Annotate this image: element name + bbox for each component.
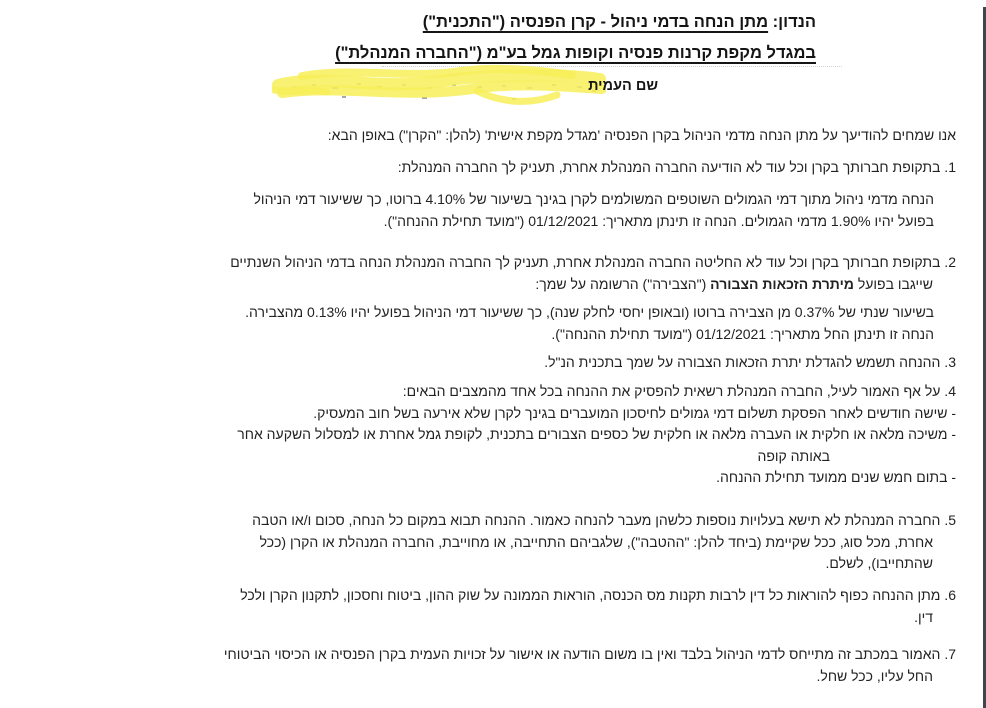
subject-line-2-text: במגדל מקפת קרנות פנסיה וקופות גמל בע"מ ("החברה המנהלת")	[335, 44, 816, 62]
bold-term-accrued-balance: מיתרת הזכאות הצבורה	[710, 275, 854, 292]
highlighter-redaction-scribble	[272, 63, 606, 105]
text-line: דין.	[914, 608, 933, 625]
item-1-terms	[12, 189, 934, 232]
text-line: בפועל יהיו 1.90% מדמי הגמולים. הנחה זו תינתן מתאריך: 01/12/2021 ("מועד תחילת ההנחה").	[383, 212, 934, 229]
text-line: 6. מתן ההנחה כפוף להוראות כל דין לרבות תקנות מס הכנסה, הוראות הממונה על שוק ההון, ביטוח וחסכון, לתקנון הקרן ולכל	[240, 587, 956, 603]
item-4-bullet-3: - בתום חמש שנים ממועד תחילת ההנחה.	[716, 469, 956, 485]
item-2	[12, 252, 956, 295]
text-line: 1. בתקופת חברותך בקרן וכל עוד לא הודיעה החברה המנהלת אחרת, תעניק לך החברה המנהלת:	[397, 159, 956, 175]
item-2-line2-pre: שייגבו בפועל	[853, 275, 933, 292]
text-line: אחרת, מכל סוג, ככל שקיימת (ביחד להלן: "ההטבה"), שלגביהם התחייבה, או מחוייבת, החברה המנהלת או הקרן (ככל	[259, 533, 933, 550]
subject-line-1	[335, 7, 816, 38]
text-line: 2. בתקופת חברותך בקרן וכל עוד לא החליטה החברה המנהלת אחרת, תעניק לך החברה המנהלת הנחה בדמי הניהול השנתיים	[230, 254, 956, 270]
intro-paragraph	[12, 125, 956, 147]
text-line: הנחה זו תינתן החל מתאריך: 01/12/2021 ("מועד תחילת ההנחה").	[551, 325, 934, 342]
text-line: החל עליו, ככל שחל.	[816, 667, 933, 684]
highlighter-strokes	[274, 69, 602, 101]
text-line: שהתחייבו), לשלם.	[825, 555, 933, 571]
item-2-line2-post: ("הצבירה") הרשומה על שמך:	[535, 275, 711, 292]
subject-prefix: הנדון:	[768, 13, 816, 31]
item-5	[12, 510, 956, 575]
item-4-bullet-1: - שישה חודשים לאחר הפסקת תשלום דמי גמולים לחיסכון המועברים בגינך לקרן שלא אירעה בשל חוב המעסיק.	[313, 404, 956, 421]
item-4	[12, 381, 956, 489]
text-line	[12, 274, 956, 296]
text-line: אנו שמחים להודיעך על מתן הנחה מדמי הניהול בקרן הפנסיה 'מגדל מקפת אישית' (להלן: "הקרן") באופן הבא:	[327, 127, 956, 143]
item-3	[12, 352, 956, 374]
item-1	[12, 157, 956, 179]
item-7	[12, 644, 956, 687]
text-line: 4. על אף האמור לעיל, החברה המנהלת רשאית להפסיק את ההנחה בכל אחד מהמצבים הבאים:	[402, 383, 956, 399]
text-line: בשיעור שנתי של 0.37% מן הצבירה ברוטו (ובאופן יחסי לחלק שנה), כך ששיעור דמי הניהול בפועל יהיו 0.13% מהצבירה.	[245, 304, 934, 320]
member-name-label: שם העמית	[588, 78, 658, 94]
text-line: הנחה מדמי ניהול מתוך דמי הגמולים השוטפים המשולמים לקרן בגינך בשיעור של 4.10% ברוטו, כך ששיעור דמי הניהול	[253, 191, 934, 207]
item-4-bullet-2-continuation: באותה קופה	[757, 447, 830, 464]
item-4-bullet-2: - משיכה מלאה או חלקית או העברה מלאה או חלקית של כספים הצבורים בתכנית, לקופת גמל אחרת או למסלול השקעה אחר	[237, 426, 956, 442]
subject-heading	[335, 7, 816, 69]
text-line: 5. החברה המנהלת לא תישא בעלויות נוספות כלשהן מעבר להנחה כאמור. ההנחה תבוא במקום כל הנחה, סכום ו/או הטבה	[252, 512, 956, 528]
text-line: 3. ההנחה תשמש להגדלת יתרת הזכאות הצבורה על שמך בתכנית הנ"ל.	[544, 354, 956, 370]
item-6	[12, 585, 956, 628]
item-2-terms	[12, 302, 934, 345]
subject-line-1-text: מתן הנחה בדמי ניהול - קרן הפנסיה ("התכנית")	[422, 13, 769, 31]
text-line: 7. האמור במכתב זה מתייחס לדמי הניהול בלבד ואין בו משום הודעה או אישור על זכויות העמית בקרן הפנסיה או הכיסוי הביטוחי	[223, 646, 956, 662]
